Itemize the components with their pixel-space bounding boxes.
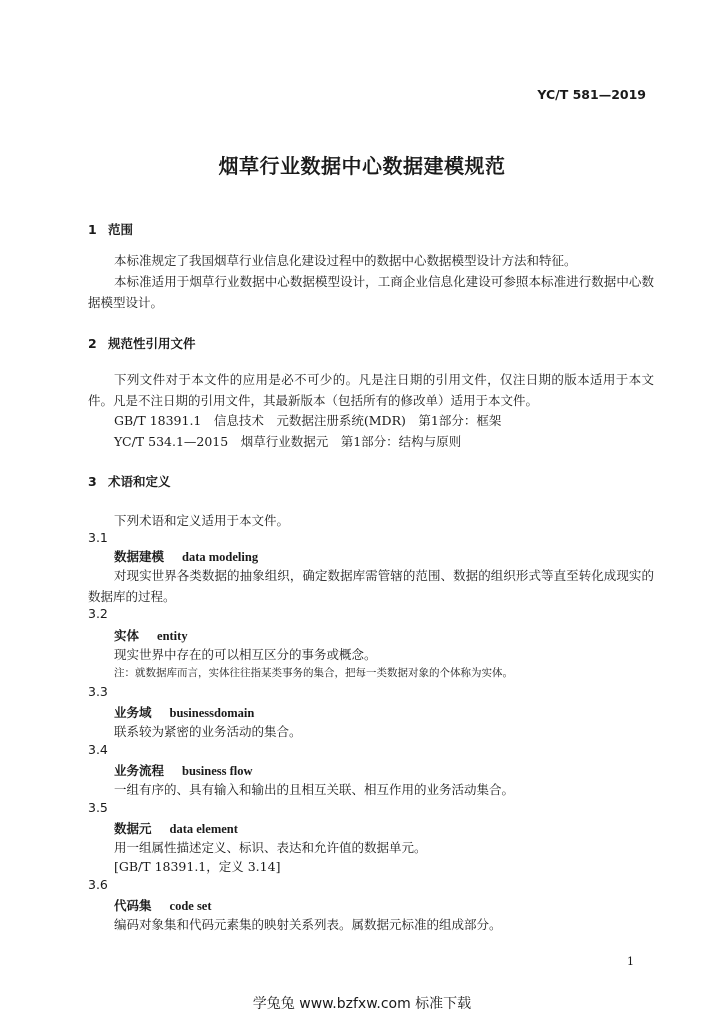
term-definition: 现实世界中存在的可以相互区分的事务或概念。 — [114, 647, 377, 662]
term-zh: 业务域 — [114, 705, 152, 720]
term-definition: 一组有序的、具有输入和输出的且相互关联、相互作用的业务活动集合。 — [114, 782, 515, 797]
term-zh: 实体 — [114, 628, 140, 643]
section-title: 术语和定义 — [108, 474, 171, 489]
term-definition: 编码对象集和代码元素集的映射关系列表。属数据元标准的组成部分。 — [114, 917, 502, 932]
clause-number: 3.5 — [88, 800, 108, 815]
paragraph: 下列文件对于本文件的应用是必不可少的。凡是注日期的引用文件，仅注日期的版本适用于本文件。凡是不注日期的引用文件，其最新版本（包括所有的修改单）适用于本文件。 — [88, 372, 654, 408]
term-note: 注：就数据库而言，实体往往指某类事务的集合，把每一类数据对象的个体称为实体。 — [114, 667, 513, 679]
term-en: data modeling — [182, 550, 259, 564]
term-en: code set — [169, 899, 212, 913]
section-title: 规范性引用文件 — [108, 336, 196, 351]
clause-number: 3.6 — [88, 877, 108, 892]
term-zh: 业务流程 — [114, 763, 165, 778]
document-title: 烟草行业数据中心数据建模规范 — [218, 154, 506, 178]
term-en: business flow — [182, 764, 253, 778]
term-heading — [114, 703, 254, 721]
section-number: 1 — [88, 222, 97, 237]
page-number: 1 — [627, 955, 634, 968]
term-definition: 联系较为紧密的业务活动的集合。 — [114, 724, 302, 739]
section-title: 范围 — [108, 222, 134, 237]
standard-number: YC/T 581—2019 — [537, 87, 646, 102]
reference-item: YC/T 534.1—2015 烟草行业数据元 第1部分：结构与原则 — [114, 434, 462, 449]
footer-watermark[interactable]: 学兔兔 www.bzfxw.com 标准下载 — [252, 996, 472, 1012]
term-heading — [114, 626, 188, 644]
section-1-heading — [88, 220, 133, 238]
clause-number: 3.3 — [88, 684, 108, 699]
term-heading — [114, 547, 258, 565]
term-source: [GB/T 18391.1，定义 3.14] — [114, 859, 281, 874]
term-zh: 数据建模 — [114, 549, 165, 564]
section-3-heading — [88, 472, 171, 490]
term-heading — [114, 761, 253, 779]
clause-number: 3.2 — [88, 606, 108, 621]
term-definition: 对现实世界各类数据的抽象组织，确定数据库需管辖的范围、数据的组织形式等直至转化成现实的数据库的过程。 — [88, 568, 654, 604]
paragraph: 本标准规定了我国烟草行业信息化建设过程中的数据中心数据模型设计方法和特征。 — [114, 253, 577, 268]
section-2-heading — [88, 334, 196, 352]
term-en: data element — [169, 822, 238, 836]
paragraph: 本标准适用于烟草行业数据中心数据模型设计，工商企业信息化建设可参照本标准进行数据中心数据模型设计。 — [88, 274, 654, 310]
term-heading — [114, 896, 212, 914]
paragraph: 下列术语和定义适用于本文件。 — [114, 513, 290, 528]
clause-number: 3.1 — [88, 530, 108, 545]
clause-number: 3.4 — [88, 742, 108, 757]
term-zh: 代码集 — [114, 898, 152, 913]
term-zh: 数据元 — [114, 821, 152, 836]
term-definition: 用一组属性描述定义、标识、表达和允许值的数据单元。 — [114, 840, 427, 855]
section-number: 2 — [88, 336, 97, 351]
section-number: 3 — [88, 474, 97, 489]
term-heading — [114, 819, 238, 837]
reference-item: GB/T 18391.1 信息技术 元数据注册系统(MDR) 第1部分：框架 — [114, 413, 502, 428]
term-en: entity — [157, 629, 188, 643]
term-en: businessdomain — [169, 706, 255, 720]
